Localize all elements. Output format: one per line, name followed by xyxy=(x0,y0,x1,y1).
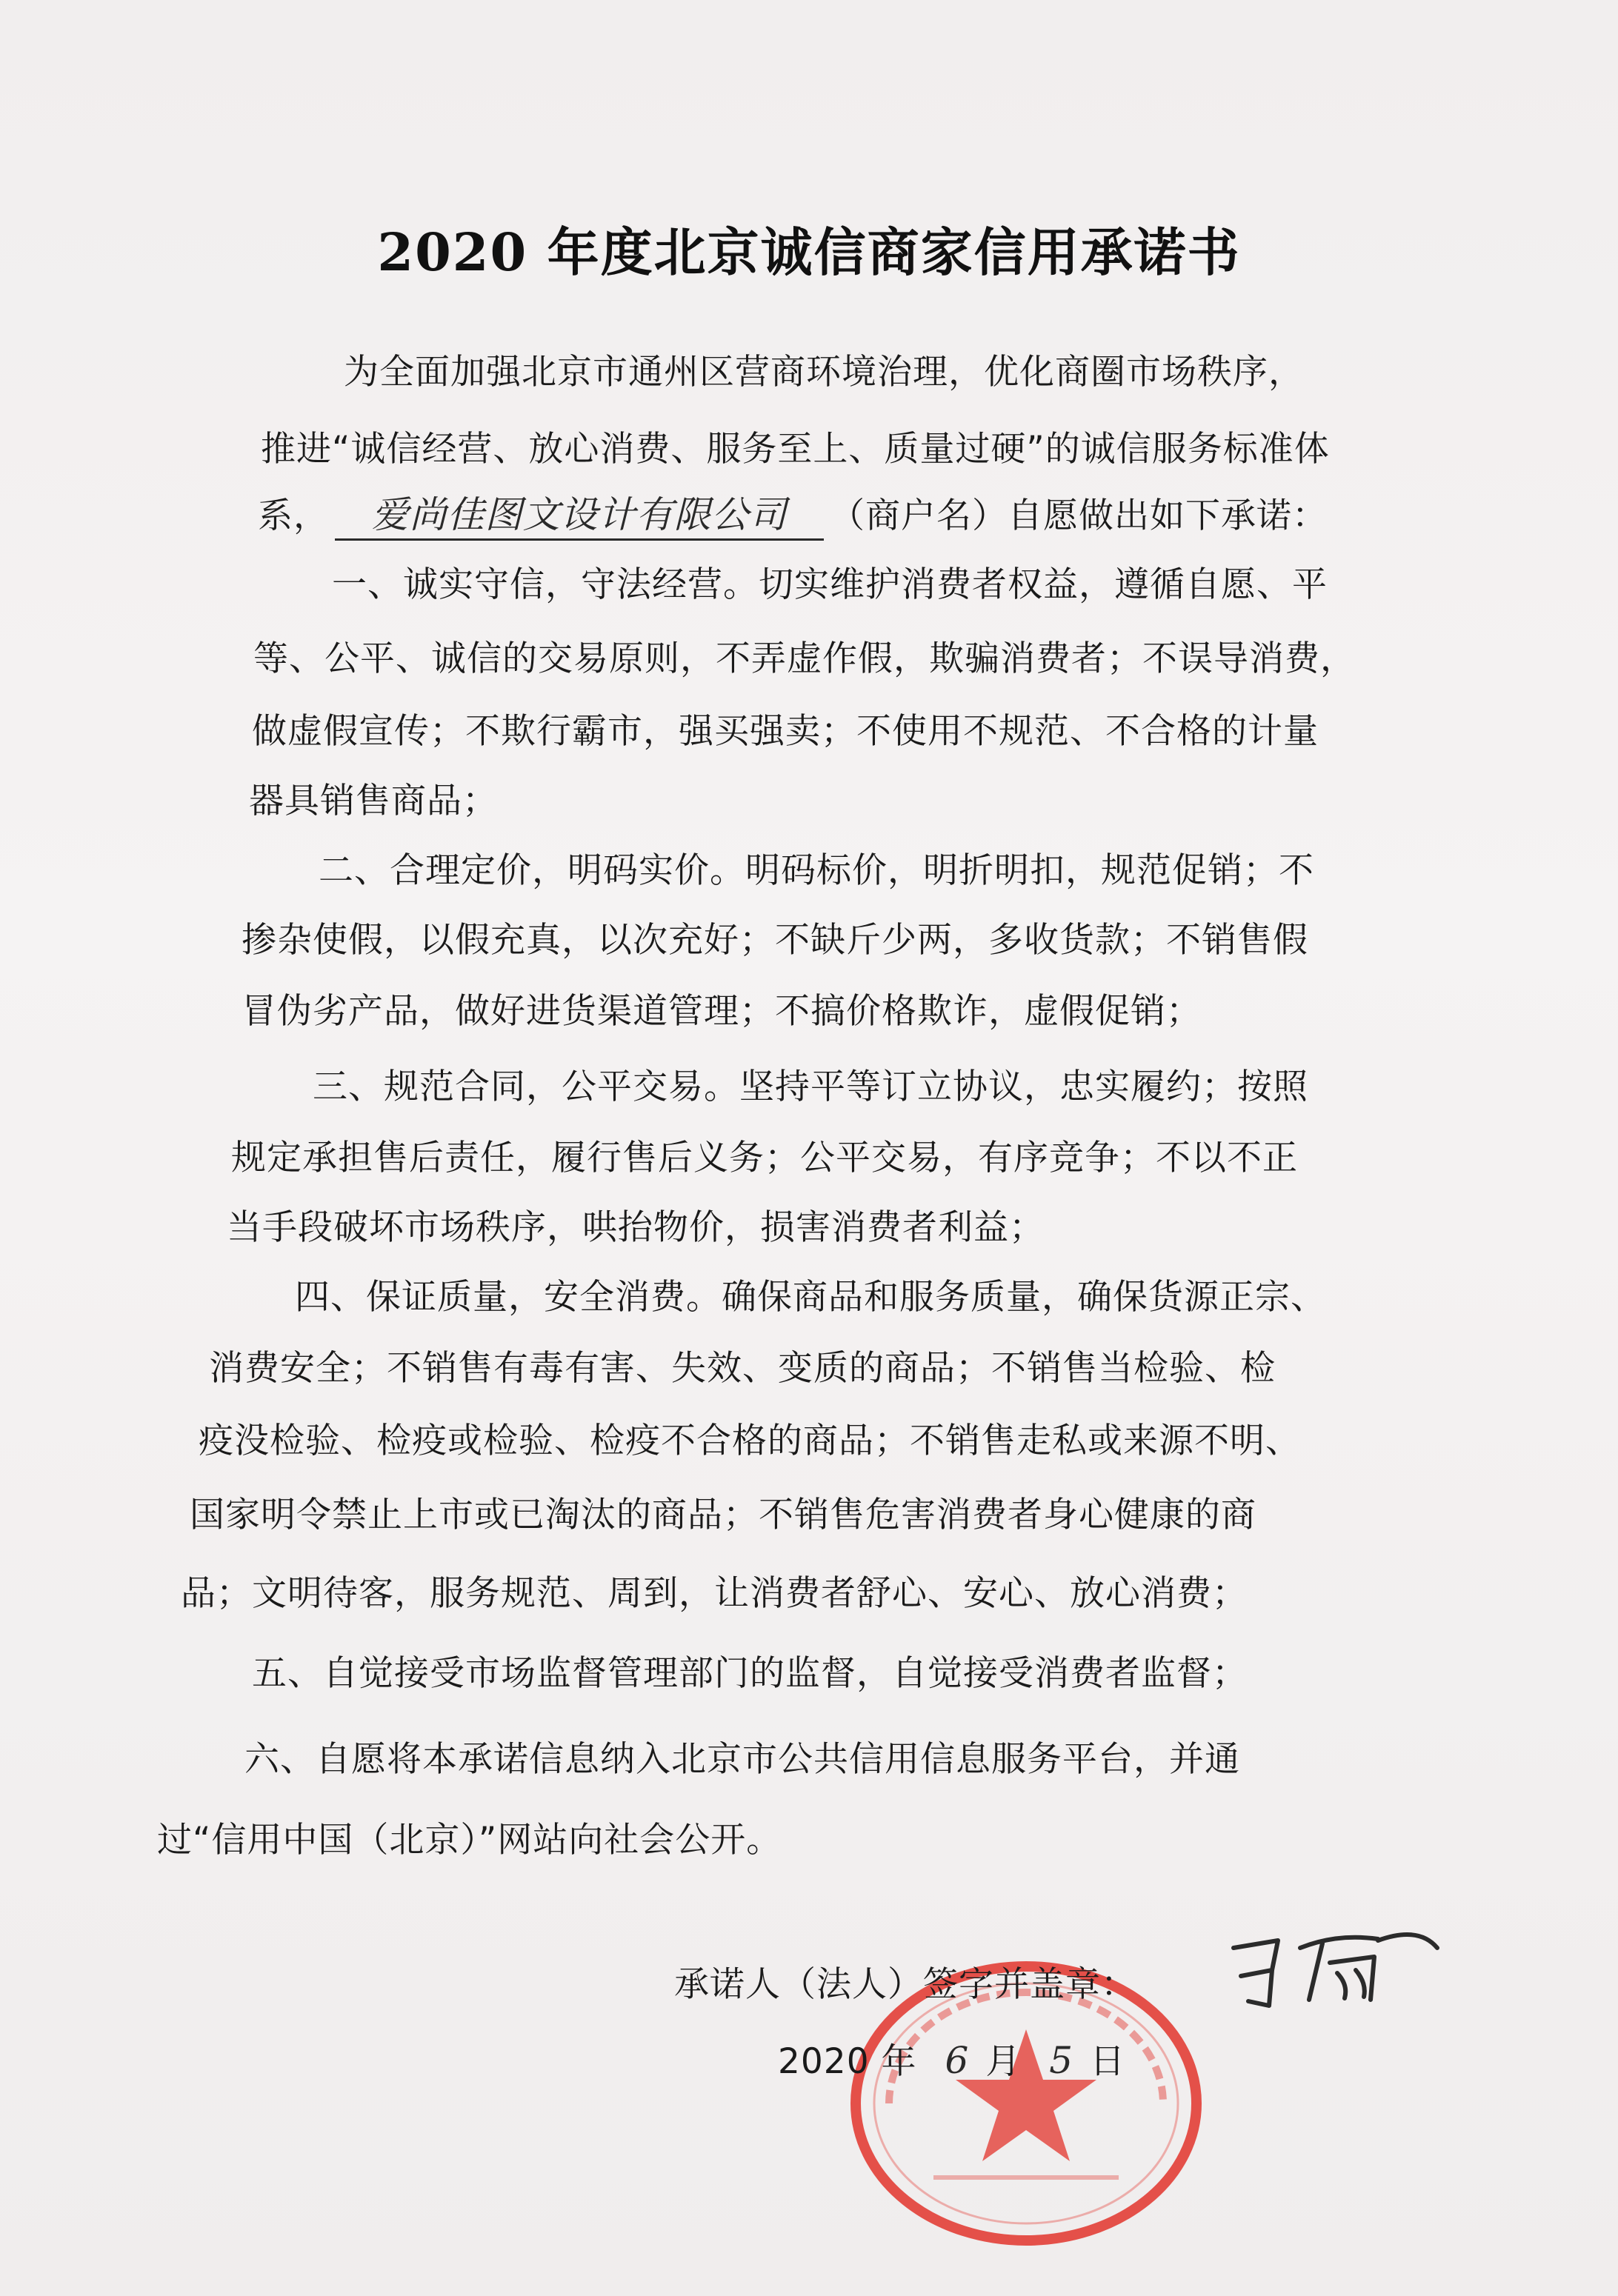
handwritten-signature-icon xyxy=(1226,1918,1448,2022)
merchant-name-handwritten: 爱尚佳图文设计有限公司 xyxy=(371,493,788,536)
intro-line-3-suffix: （商户名）自愿做出如下承诺： xyxy=(830,495,1328,536)
clause-4-line-4: 国家明令禁止上市或已淘汰的商品；不销售危害消费者身心健康的商 xyxy=(190,1495,1256,1535)
clause-2-line-2: 掺杂使假，以假充真，以次充好；不缺斤少两，多收货款；不销售假 xyxy=(242,920,1308,961)
clause-4-line-1: 四、保证质量，安全消费。确保商品和服务质量，确保货源正宗、 xyxy=(295,1277,1326,1318)
sign-date-day: 5 xyxy=(1049,2039,1074,2082)
document-title: 2020 年度北京诚信商家信用承诺书 xyxy=(377,221,1241,283)
sign-date xyxy=(778,2038,1125,2084)
clause-4-line-3: 疫没检验、检疫或检验、检疫不合格的商品；不销售走私或来源不明、 xyxy=(199,1421,1301,1461)
merchant-name-field xyxy=(335,493,824,541)
clause-3-line-3: 当手段破坏市场秩序，哄抬物价，损害消费者利益； xyxy=(227,1207,1045,1248)
clause-2-line-3: 冒伪劣产品，做好进货渠道管理；不搞价格欺诈，虚假促销； xyxy=(242,991,1202,1032)
clause-3-line-2: 规定承担售后责任，履行售后义务；公平交易，有序竞争；不以不正 xyxy=(231,1138,1298,1178)
clause-1-line-2: 等、公平、诚信的交易原则，不弄虚作假，欺骗消费者；不误导消费， xyxy=(253,638,1356,679)
signatory-label: 承诺人（法人）签字并盖章： xyxy=(674,1964,1136,2005)
clause-4-line-5: 品；文明待客，服务规范、周到，让消费者舒心、安心、放心消费； xyxy=(181,1573,1248,1614)
clause-6-line-2: 过“信用中国（北京）”网站向社会公开。 xyxy=(157,1820,782,1861)
clause-5-line-1: 五、自觉接受市场监督管理部门的监督，自觉接受消费者监督； xyxy=(252,1653,1248,1694)
clause-1-line-1: 一、诚实守信，守法经营。切实维护消费者权益，遵循自愿、平 xyxy=(332,564,1328,605)
sign-date-month-unit: 月 xyxy=(985,2041,1022,2082)
sign-date-month: 6 xyxy=(945,2039,970,2082)
clause-4-line-2: 消费安全；不销售有毒有害、失效、变质的商品；不销售当检验、检 xyxy=(209,1348,1276,1389)
intro-line-1: 为全面加强北京市通州区营商环境治理，优化商圈市场秩序， xyxy=(344,352,1304,393)
clause-6-line-1: 六、自愿将本承诺信息纳入北京市公共信用信息服务平台，并通 xyxy=(244,1739,1240,1780)
clause-1-line-4: 器具销售商品； xyxy=(249,781,498,821)
clause-2-line-1: 二、合理定价，明码实价。明码标价，明折明扣，规范促销；不 xyxy=(319,850,1314,891)
intro-line-3 xyxy=(258,493,1328,541)
clause-3-line-1: 三、规范合同，公平交易。坚持平等订立协议，忠实履约；按照 xyxy=(313,1067,1308,1107)
intro-line-3-prefix: 系， xyxy=(258,495,329,536)
sign-date-day-unit: 日 xyxy=(1090,2041,1126,2082)
intro-line-2: 推进“诚信经营、放心消费、服务至上、质量过硬”的诚信服务标准体 xyxy=(261,429,1330,470)
clause-1-line-3: 做虚假宣传；不欺行霸市，强买强卖；不使用不规范、不合格的计量 xyxy=(252,711,1319,752)
sign-date-year: 2020 年 xyxy=(778,2041,917,2082)
